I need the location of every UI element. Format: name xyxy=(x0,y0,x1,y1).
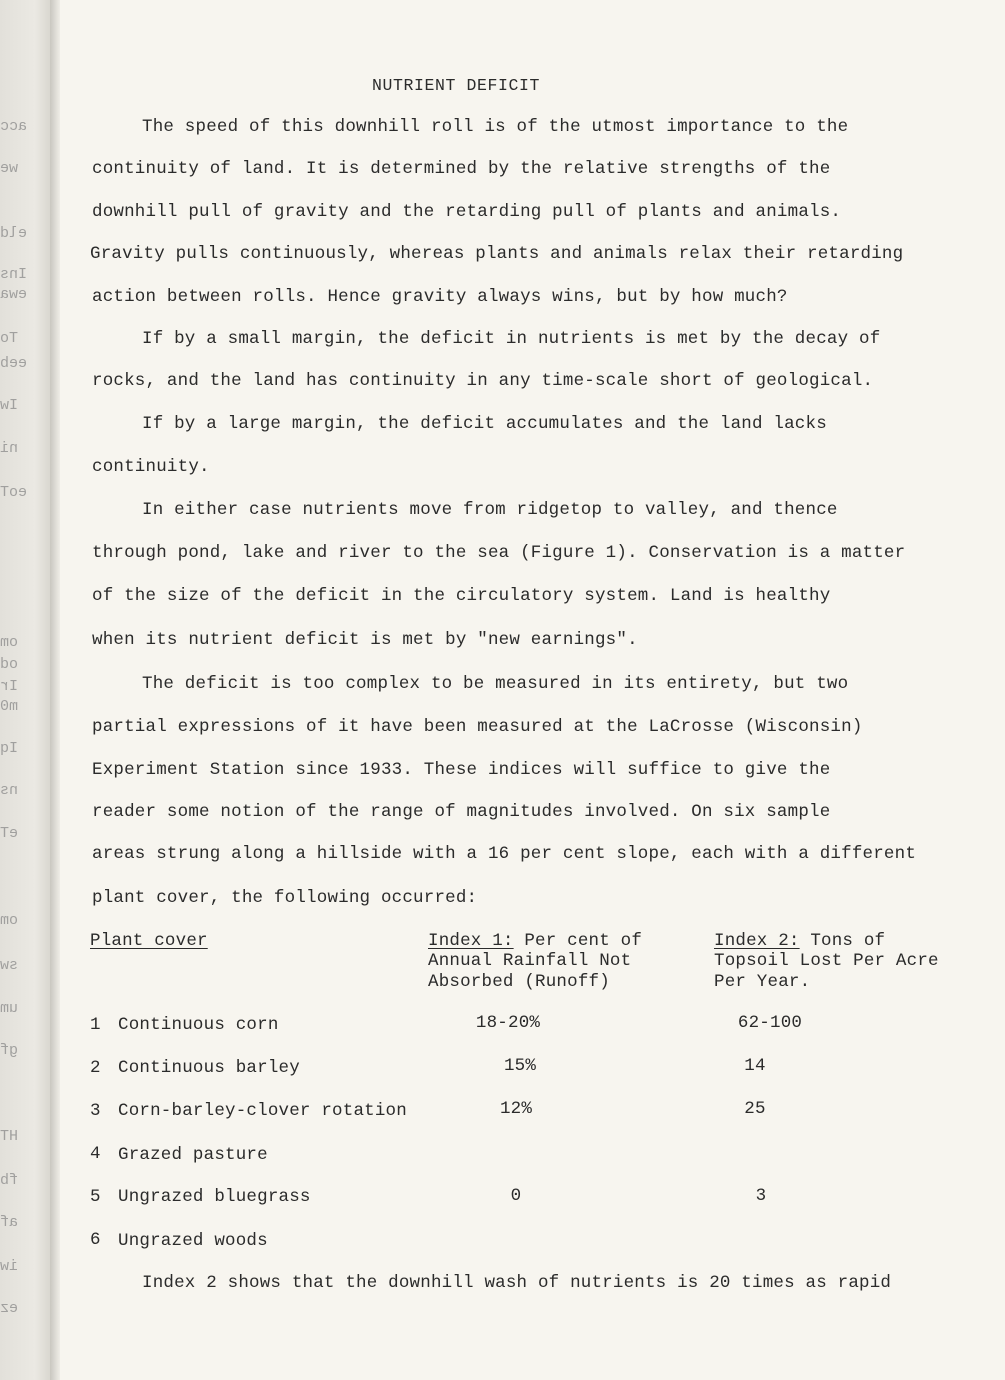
bleed-text: od xyxy=(0,656,19,673)
body-line: of the size of the deficit in the circulatory system. Land is healthy xyxy=(92,586,831,606)
body-line: In either case nutrients move from ridgetop to valley, and thence xyxy=(142,500,838,520)
index1-label: Index 1: xyxy=(428,931,514,951)
bleed-text: eeb xyxy=(0,355,28,372)
row-index2: 62-100 xyxy=(737,1013,803,1033)
row-index1: 18-20% xyxy=(475,1013,541,1033)
index1-label-rest: Per cent of xyxy=(513,931,643,951)
body-line: reader some notion of the range of magnitudes involved. On six sample xyxy=(92,802,831,822)
bleed-text: eoT xyxy=(0,484,28,501)
bleed-text: ewa xyxy=(0,286,28,303)
bleed-text: we xyxy=(0,160,19,177)
index2-label: Index 2: xyxy=(714,931,800,951)
bleed-text: ni xyxy=(0,440,19,457)
row-plant-cover: Ungrazed woods xyxy=(118,1231,268,1251)
row-index1: 15% xyxy=(503,1056,537,1076)
body-line: through pond, lake and river to the sea (Figure 1). Conservation is a matter xyxy=(92,543,906,563)
row-number: 3 xyxy=(90,1101,101,1121)
row-index1: 12% xyxy=(499,1099,533,1119)
table-header-index1 xyxy=(428,930,642,952)
body-line: rocks, and the land has continuity in any time-scale short of geological. xyxy=(92,371,874,391)
body-line: continuity. xyxy=(92,457,210,477)
bleed-text: Iq xyxy=(0,740,19,757)
row-number: 5 xyxy=(90,1187,101,1207)
bleed-text: HT xyxy=(0,1128,19,1145)
body-line: partial expressions of it have been measured at the LaCrosse (Wisconsin) xyxy=(92,717,863,737)
body-line: areas strung along a hillside with a 16 per cent slope, each with a different xyxy=(92,844,917,864)
body-line: If by a large margin, the deficit accumulates and the land lacks xyxy=(142,414,827,434)
body-line: Index 2 shows that the downhill wash of nutrients is 20 times as rapid xyxy=(142,1273,892,1293)
bleed-text: ns xyxy=(0,782,19,799)
index2-label-rest: Tons of xyxy=(799,931,886,951)
row-number: 4 xyxy=(90,1144,101,1164)
body-line: Gravity pulls continuously, whereas plants and animals relax their retarding xyxy=(90,244,904,264)
body-line: The deficit is too complex to be measured in its entirety, but two xyxy=(142,674,849,694)
table-header-index2-line2: Topsoil Lost Per Acre xyxy=(714,951,939,971)
row-plant-cover: Corn-barley-clover rotation xyxy=(118,1101,407,1121)
bleed-text: eld xyxy=(0,225,28,242)
body-line: Experiment Station since 1933. These indices will suffice to give the xyxy=(92,760,831,780)
bleed-text: ez xyxy=(0,1300,19,1317)
row-plant-cover: Continuous corn xyxy=(118,1015,279,1035)
bleed-text: acc xyxy=(0,118,28,135)
bleed-text: To xyxy=(0,330,19,347)
bleed-text: om xyxy=(0,634,19,651)
bleed-text: af xyxy=(0,1214,19,1231)
row-number: 1 xyxy=(90,1015,101,1035)
table-header-index2-line3: Per Year. xyxy=(714,972,811,992)
body-line: downhill pull of gravity and the retarding pull of plants and animals. xyxy=(92,202,842,222)
body-line: action between rolls. Hence gravity always wins, but by how much? xyxy=(92,287,788,307)
row-plant-cover: Ungrazed bluegrass xyxy=(118,1187,311,1207)
bleed-text: um xyxy=(0,1000,19,1017)
table-header-index1-line3: Absorbed (Runoff) xyxy=(428,972,610,992)
row-index2: 3 xyxy=(755,1186,767,1206)
row-number: 2 xyxy=(90,1058,101,1078)
table-header-plant-cover: Plant cover xyxy=(90,931,208,951)
row-index1: 0 xyxy=(510,1186,522,1206)
gutter xyxy=(0,0,50,1380)
page-spine xyxy=(50,0,60,1380)
body-line: The speed of this downhill roll is of the utmost importance to the xyxy=(142,117,849,137)
row-plant-cover: Grazed pasture xyxy=(118,1145,268,1165)
bleed-text: fb xyxy=(0,1172,19,1189)
body-line: when its nutrient deficit is met by "new earnings". xyxy=(92,630,638,650)
bleed-text: gf xyxy=(0,1042,19,1059)
bleed-text: eT xyxy=(0,825,19,842)
body-line: continuity of land. It is determined by the relative strengths of the xyxy=(92,159,831,179)
body-line: If by a small margin, the deficit in nutrients is met by the decay of xyxy=(142,329,881,349)
bleed-text: Ir xyxy=(0,678,19,695)
bleed-text: Ins xyxy=(0,266,28,283)
table-header-index1-line2: Annual Rainfall Not xyxy=(428,951,632,971)
table-header-index2 xyxy=(714,930,885,952)
bleed-text: Iw xyxy=(0,397,19,414)
row-index2: 25 xyxy=(744,1099,766,1119)
bleed-text: iw xyxy=(0,1258,19,1275)
document-title: NUTRIENT DEFICIT xyxy=(372,76,541,95)
body-line: plant cover, the following occurred: xyxy=(92,888,478,908)
row-index2: 14 xyxy=(744,1056,766,1076)
row-number: 6 xyxy=(90,1230,101,1250)
bleed-text: sw xyxy=(0,957,19,974)
bleed-text: om xyxy=(0,912,19,929)
bleed-text: m0 xyxy=(0,698,19,715)
row-plant-cover: Continuous barley xyxy=(118,1058,300,1078)
